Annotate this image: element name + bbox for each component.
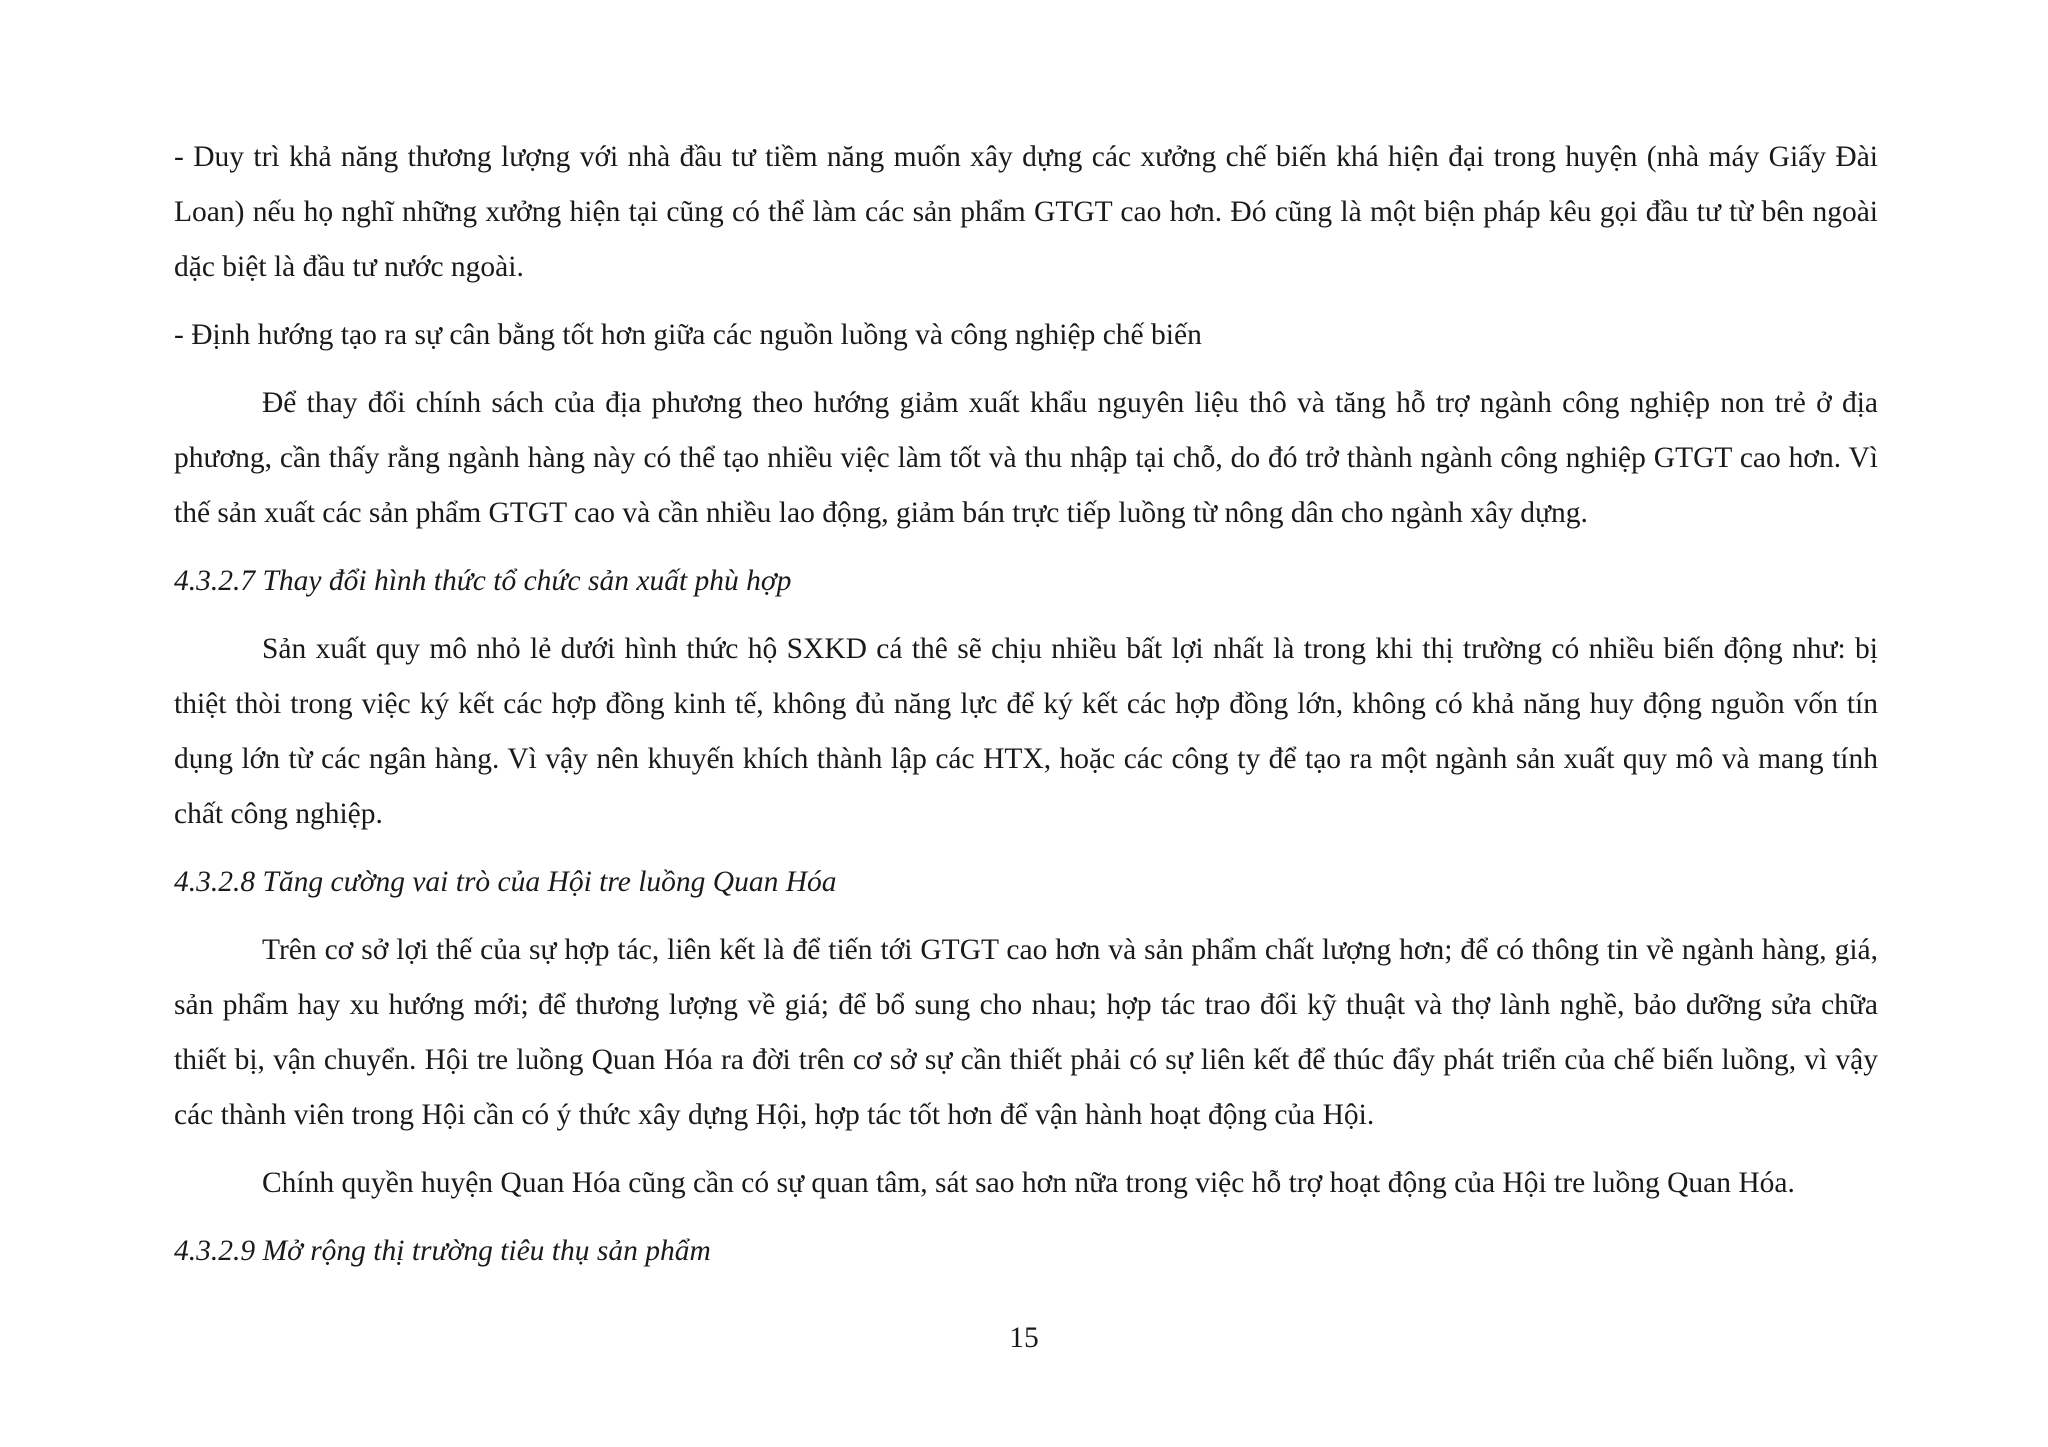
paragraph-local-policy: Để thay đổi chính sách của địa phương theo hướng giảm xuất khẩu nguyên liệu thô và tăng hỗ trợ ngành công nghiệp non trẻ ở địa phương, cần thấy rằng ngành hàng này có thể tạo nhiều việc làm tốt và thu nhập tại chỗ, do đó trở thành ngành công nghiệp GTGT cao hơn. Vì thế sản xuất các sản phẩm GTGT cao và cần nhiều lao động, giảm bán trực tiếp luồng từ nông dân cho ngành xây dựng. bbox=[174, 387, 1878, 529]
page-content bbox=[174, 130, 1878, 1292]
section-heading-4-3-2-9: 4.3.2.9 Mở rộng thị trường tiêu thụ sản phẩm bbox=[174, 1235, 711, 1267]
paragraph-balance-orientation: - Định hướng tạo ra sự cân bằng tốt hơn giữa các nguồn luồng và công nghiệp chế biến bbox=[174, 319, 1202, 351]
section-heading-4-3-2-8: 4.3.2.8 Tăng cường vai trò của Hội tre luồng Quan Hóa bbox=[174, 866, 837, 898]
paragraph-investor-negotiation: - Duy trì khả năng thương lượng với nhà đầu tư tiềm năng muốn xây dựng các xưởng chế biến khá hiện đại trong huyện (nhà máy Giấy Đài Loan) nếu họ nghĩ những xưởng hiện tại cũng có thể làm các sản phẩm GTGT cao hơn. Đó cũng là một biện pháp kêu gọi đầu tư từ bên ngoài dặc biệt là đầu tư nước ngoài. bbox=[174, 141, 1878, 283]
page-number: 15 bbox=[1009, 1322, 1039, 1354]
paragraph-cooperation-benefits: Trên cơ sở lợi thế của sự hợp tác, liên kết là để tiến tới GTGT cao hơn và sản phẩm chất lượng hơn; để có thông tin về ngành hàng, giá, sản phẩm hay xu hướng mới; để thương lượng về giá; để bổ sung cho nhau; hợp tác trao đổi kỹ thuật và thợ lành nghề, bảo dưỡng sửa chữa thiết bị, vận chuyển. Hội tre luồng Quan Hóa ra đời trên cơ sở sự cần thiết phải có sự liên kết để thúc đẩy phát triển của chế biến luồng, vì vậy các thành viên trong Hội cần có ý thức xây dựng Hội, hợp tác tốt hơn để vận hành hoạt động của Hội. bbox=[174, 934, 1878, 1131]
paragraph-small-scale-production: Sản xuất quy mô nhỏ lẻ dưới hình thức hộ SXKD cá thê sẽ chịu nhiều bất lợi nhất là trong khi thị trường có nhiều biến động như: bị thiệt thòi trong việc ký kết các hợp đồng kinh tế, không đủ năng lực để ký kết các hợp đồng lớn, không có khả năng huy động nguồn vốn tín dụng lớn từ các ngân hàng. Vì vậy nên khuyến khích thành lập các HTX, hoặc các công ty để tạo ra một ngành sản xuất quy mô và mang tính chất công nghiệp. bbox=[174, 633, 1878, 830]
paragraph-government-support: Chính quyền huyện Quan Hóa cũng cần có sự quan tâm, sát sao hơn nữa trong việc hỗ trợ hoạt động của Hội tre luồng Quan Hóa. bbox=[262, 1167, 1795, 1199]
section-heading-4-3-2-7: 4.3.2.7 Thay đổi hình thức tổ chức sản xuất phù hợp bbox=[174, 565, 792, 597]
